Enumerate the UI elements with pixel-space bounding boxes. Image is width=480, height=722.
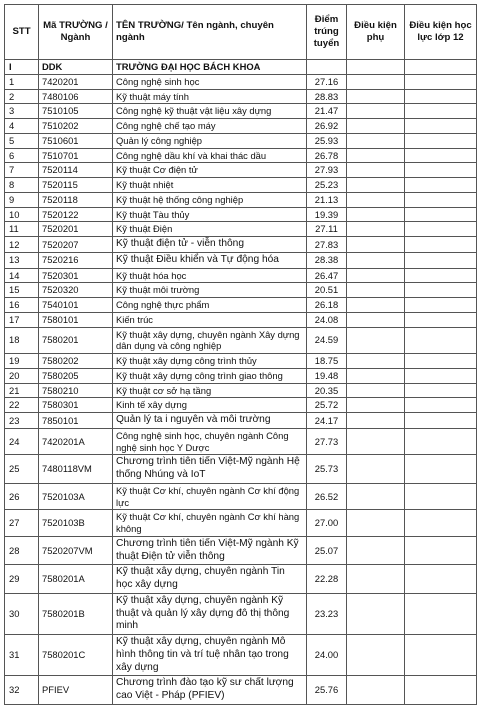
row-code: 7480106 bbox=[39, 89, 113, 104]
row-stt: 25 bbox=[5, 455, 39, 484]
table-row bbox=[5, 163, 477, 178]
row-grade-condition bbox=[405, 536, 477, 565]
table-row bbox=[5, 368, 477, 383]
row-stt: 18 bbox=[5, 327, 39, 354]
table-row bbox=[5, 327, 477, 354]
row-code: 7580101 bbox=[39, 312, 113, 327]
header-name: TÊN TRƯỜNG/ Tên ngành, chuyên ngành bbox=[113, 5, 307, 60]
row-code: 7580205 bbox=[39, 368, 113, 383]
row-stt: 15 bbox=[5, 283, 39, 298]
row-code: 7510701 bbox=[39, 148, 113, 163]
row-grade-condition bbox=[405, 89, 477, 104]
row-condition bbox=[347, 237, 405, 253]
row-stt: 24 bbox=[5, 428, 39, 455]
row-grade-condition bbox=[405, 483, 477, 510]
row-score: 26.78 bbox=[307, 148, 347, 163]
row-code: 7850101 bbox=[39, 413, 113, 429]
table-row bbox=[5, 252, 477, 268]
row-name: Kỹ thuật Điều khiển và Tự động hóa bbox=[113, 252, 307, 268]
row-score: 27.83 bbox=[307, 237, 347, 253]
row-stt: 30 bbox=[5, 593, 39, 634]
row-condition bbox=[347, 222, 405, 237]
row-condition bbox=[347, 483, 405, 510]
table-row bbox=[5, 148, 477, 163]
row-name: Kỹ thuật hóa học bbox=[113, 268, 307, 283]
row-condition bbox=[347, 455, 405, 484]
table-row bbox=[5, 119, 477, 134]
row-grade-condition bbox=[405, 148, 477, 163]
row-score: 26.52 bbox=[307, 483, 347, 510]
table-row bbox=[5, 133, 477, 148]
row-condition bbox=[347, 163, 405, 178]
table-row bbox=[5, 74, 477, 89]
row-grade-condition bbox=[405, 312, 477, 327]
row-name: Kỹ thuật xây dựng, chuyên ngành Tin học xây dựng bbox=[113, 565, 307, 594]
table-row bbox=[5, 283, 477, 298]
row-name: Công nghệ kỹ thuật vật liệu xây dựng bbox=[113, 104, 307, 119]
row-code: 7520103A bbox=[39, 483, 113, 510]
row-grade-condition bbox=[405, 237, 477, 253]
row-name: Kỹ thuật xây dựng, chuyên ngành Xây dựng dân dụng và công nghiệp bbox=[113, 327, 307, 354]
row-name: Quản lý ta i nguyên và môi trường bbox=[113, 413, 307, 429]
row-score: 19.48 bbox=[307, 368, 347, 383]
table-row bbox=[5, 89, 477, 104]
row-name: Kỹ thuật nhiệt bbox=[113, 178, 307, 193]
table-row bbox=[5, 207, 477, 222]
row-score: 27.16 bbox=[307, 74, 347, 89]
row-code: 7580201C bbox=[39, 635, 113, 676]
row-condition bbox=[347, 192, 405, 207]
row-code: 7480118VM bbox=[39, 455, 113, 484]
row-score: 21.13 bbox=[307, 192, 347, 207]
row-condition bbox=[347, 89, 405, 104]
row-condition bbox=[347, 635, 405, 676]
row-stt: 4 bbox=[5, 119, 39, 134]
row-grade-condition bbox=[405, 163, 477, 178]
row-name: Công nghệ thực phẩm bbox=[113, 298, 307, 313]
row-score: 27.11 bbox=[307, 222, 347, 237]
row-score: 28.38 bbox=[307, 252, 347, 268]
row-score: 27.93 bbox=[307, 163, 347, 178]
row-condition bbox=[347, 104, 405, 119]
row-condition bbox=[347, 354, 405, 369]
table-row bbox=[5, 536, 477, 565]
row-stt: 2 bbox=[5, 89, 39, 104]
header-stt: STT bbox=[5, 5, 39, 60]
row-grade-condition bbox=[405, 327, 477, 354]
row-grade-condition bbox=[405, 510, 477, 537]
section-row bbox=[5, 60, 477, 75]
row-stt: 1 bbox=[5, 74, 39, 89]
table-row bbox=[5, 104, 477, 119]
row-grade-condition bbox=[405, 133, 477, 148]
row-condition bbox=[347, 268, 405, 283]
row-grade-condition bbox=[405, 635, 477, 676]
row-code: PFIEV bbox=[39, 676, 113, 705]
table-row bbox=[5, 178, 477, 193]
row-code: 7580301 bbox=[39, 398, 113, 413]
row-condition bbox=[347, 398, 405, 413]
row-name: Kỹ thuật điện tử - viễn thông bbox=[113, 237, 307, 253]
table-row bbox=[5, 237, 477, 253]
header-row bbox=[5, 5, 477, 60]
row-score: 25.23 bbox=[307, 178, 347, 193]
row-name: Kỹ thuật xây dựng công trình giao thông bbox=[113, 368, 307, 383]
row-code: 7420201 bbox=[39, 74, 113, 89]
row-code: 7510601 bbox=[39, 133, 113, 148]
row-stt: 29 bbox=[5, 565, 39, 594]
header-code: Mã TRƯỜNG / Ngành bbox=[39, 5, 113, 60]
table-row bbox=[5, 312, 477, 327]
table-row bbox=[5, 298, 477, 313]
row-condition bbox=[347, 298, 405, 313]
row-name: Kỹ thuật xây dựng, chuyên ngành Kỹ thuật và quản lý xây dựng đô thị thông minh bbox=[113, 593, 307, 634]
row-name: Kỹ thuật Cơ khí, chuyên ngành Cơ khí hàng không bbox=[113, 510, 307, 537]
table-row bbox=[5, 354, 477, 369]
row-name: Chương trình đào tạo kỹ sư chất lượng cao Việt - Pháp (PFIEV) bbox=[113, 676, 307, 705]
row-stt: 26 bbox=[5, 483, 39, 510]
row-condition bbox=[347, 148, 405, 163]
row-score: 24.08 bbox=[307, 312, 347, 327]
row-score: 25.07 bbox=[307, 536, 347, 565]
row-condition bbox=[347, 413, 405, 429]
row-stt: 14 bbox=[5, 268, 39, 283]
row-score: 25.72 bbox=[307, 398, 347, 413]
section-name: TRƯỜNG ĐẠI HỌC BÁCH KHOA bbox=[113, 60, 307, 75]
row-condition bbox=[347, 283, 405, 298]
row-score: 20.35 bbox=[307, 383, 347, 398]
row-name: Quản lý công nghiệp bbox=[113, 133, 307, 148]
row-name: Kỹ thuật Cơ khí, chuyên ngành Cơ khí động lực bbox=[113, 483, 307, 510]
row-code: 7520114 bbox=[39, 163, 113, 178]
table-row bbox=[5, 635, 477, 676]
row-name: Kỹ thuật Tàu thủy bbox=[113, 207, 307, 222]
row-condition bbox=[347, 119, 405, 134]
table-row bbox=[5, 268, 477, 283]
row-name: Công nghệ sinh học bbox=[113, 74, 307, 89]
row-condition bbox=[347, 178, 405, 193]
table-row bbox=[5, 192, 477, 207]
row-stt: 13 bbox=[5, 252, 39, 268]
row-stt: 20 bbox=[5, 368, 39, 383]
row-grade-condition bbox=[405, 354, 477, 369]
row-score: 26.18 bbox=[307, 298, 347, 313]
table-row bbox=[5, 383, 477, 398]
row-grade-condition bbox=[405, 676, 477, 705]
row-code: 7520207 bbox=[39, 237, 113, 253]
row-name: Công nghệ dầu khí và khai thác dầu bbox=[113, 148, 307, 163]
row-grade-condition bbox=[405, 398, 477, 413]
row-score: 26.92 bbox=[307, 119, 347, 134]
row-name: Kỹ thuật hệ thống công nghiệp bbox=[113, 192, 307, 207]
row-grade-condition bbox=[405, 593, 477, 634]
row-stt: 17 bbox=[5, 312, 39, 327]
row-condition bbox=[347, 252, 405, 268]
row-name: Kỹ thuật xây dựng công trình thủy bbox=[113, 354, 307, 369]
row-score: 25.76 bbox=[307, 676, 347, 705]
row-grade-condition bbox=[405, 565, 477, 594]
row-stt: 23 bbox=[5, 413, 39, 429]
row-score: 27.73 bbox=[307, 428, 347, 455]
row-code: 7580201A bbox=[39, 565, 113, 594]
row-code: 7510202 bbox=[39, 119, 113, 134]
row-grade-condition bbox=[405, 283, 477, 298]
row-stt: 16 bbox=[5, 298, 39, 313]
row-code: 7520216 bbox=[39, 252, 113, 268]
row-stt: 5 bbox=[5, 133, 39, 148]
row-code: 7540101 bbox=[39, 298, 113, 313]
row-grade-condition bbox=[405, 222, 477, 237]
row-condition bbox=[347, 383, 405, 398]
row-name: Kỹ thuật Cơ điện tử bbox=[113, 163, 307, 178]
row-score: 22.28 bbox=[307, 565, 347, 594]
row-condition bbox=[347, 510, 405, 537]
row-code: 7420201A bbox=[39, 428, 113, 455]
row-stt: 11 bbox=[5, 222, 39, 237]
table-row bbox=[5, 565, 477, 594]
row-name: Kỹ thuật cơ sở hạ tầng bbox=[113, 383, 307, 398]
row-grade-condition bbox=[405, 192, 477, 207]
row-score: 18.75 bbox=[307, 354, 347, 369]
row-stt: 9 bbox=[5, 192, 39, 207]
section-code: DDK bbox=[39, 60, 113, 75]
row-stt: 3 bbox=[5, 104, 39, 119]
row-score: 28.83 bbox=[307, 89, 347, 104]
row-name: Kiến trúc bbox=[113, 312, 307, 327]
row-grade-condition bbox=[405, 298, 477, 313]
row-score: 24.00 bbox=[307, 635, 347, 676]
table-row bbox=[5, 222, 477, 237]
row-grade-condition bbox=[405, 207, 477, 222]
row-grade-condition bbox=[405, 413, 477, 429]
row-condition bbox=[347, 368, 405, 383]
row-grade-condition bbox=[405, 119, 477, 134]
header-score: Điểm trúng tuyển bbox=[307, 5, 347, 60]
row-name: Kỹ thuật môi trường bbox=[113, 283, 307, 298]
row-score: 20.51 bbox=[307, 283, 347, 298]
table-row bbox=[5, 455, 477, 484]
row-condition bbox=[347, 536, 405, 565]
row-code: 7520320 bbox=[39, 283, 113, 298]
table-row bbox=[5, 593, 477, 634]
row-grade-condition bbox=[405, 455, 477, 484]
row-stt: 7 bbox=[5, 163, 39, 178]
section-stt: I bbox=[5, 60, 39, 75]
row-stt: 21 bbox=[5, 383, 39, 398]
row-grade-condition bbox=[405, 383, 477, 398]
row-stt: 10 bbox=[5, 207, 39, 222]
row-name: Chương trình tiên tiến Việt-Mỹ ngành Hệ thống Nhúng và IoT bbox=[113, 455, 307, 484]
row-name: Công nghệ sinh học, chuyên ngành Công nghệ sinh học Y Dược bbox=[113, 428, 307, 455]
row-condition bbox=[347, 593, 405, 634]
table-row bbox=[5, 510, 477, 537]
row-condition bbox=[347, 133, 405, 148]
row-score: 26.47 bbox=[307, 268, 347, 283]
row-grade-condition bbox=[405, 368, 477, 383]
row-stt: 12 bbox=[5, 237, 39, 253]
row-code: 7580201B bbox=[39, 593, 113, 634]
row-code: 7520301 bbox=[39, 268, 113, 283]
row-stt: 27 bbox=[5, 510, 39, 537]
row-condition bbox=[347, 676, 405, 705]
row-code: 7520201 bbox=[39, 222, 113, 237]
row-grade-condition bbox=[405, 74, 477, 89]
row-score: 25.93 bbox=[307, 133, 347, 148]
row-grade-condition bbox=[405, 252, 477, 268]
row-code: 7520207VM bbox=[39, 536, 113, 565]
row-stt: 22 bbox=[5, 398, 39, 413]
row-condition bbox=[347, 428, 405, 455]
row-name: Chương trình tiên tiến Việt-Mỹ ngành Kỹ thuật Điện tử viễn thông bbox=[113, 536, 307, 565]
row-code: 7580202 bbox=[39, 354, 113, 369]
row-score: 25.73 bbox=[307, 455, 347, 484]
table-row bbox=[5, 676, 477, 705]
row-condition bbox=[347, 74, 405, 89]
row-name: Công nghệ chế tạo máy bbox=[113, 119, 307, 134]
row-code: 7520118 bbox=[39, 192, 113, 207]
row-name: Kinh tế xây dựng bbox=[113, 398, 307, 413]
row-code: 7520122 bbox=[39, 207, 113, 222]
row-name: Kỹ thuật xây dựng, chuyên ngành Mô hình thông tin và trí tuệ nhân tạo trong xây dựng bbox=[113, 635, 307, 676]
row-grade-condition bbox=[405, 268, 477, 283]
row-stt: 31 bbox=[5, 635, 39, 676]
row-condition bbox=[347, 207, 405, 222]
header-condition: Điều kiện phụ bbox=[347, 5, 405, 60]
row-score: 27.00 bbox=[307, 510, 347, 537]
row-grade-condition bbox=[405, 104, 477, 119]
row-grade-condition bbox=[405, 178, 477, 193]
admission-score-table bbox=[4, 4, 477, 705]
table-row bbox=[5, 413, 477, 429]
table-row bbox=[5, 428, 477, 455]
row-stt: 32 bbox=[5, 676, 39, 705]
row-code: 7520115 bbox=[39, 178, 113, 193]
row-stt: 28 bbox=[5, 536, 39, 565]
row-name: Kỹ thuật máy tính bbox=[113, 89, 307, 104]
row-score: 23.23 bbox=[307, 593, 347, 634]
row-score: 21.47 bbox=[307, 104, 347, 119]
row-stt: 6 bbox=[5, 148, 39, 163]
row-condition bbox=[347, 327, 405, 354]
row-name: Kỹ thuật Điện bbox=[113, 222, 307, 237]
row-stt: 8 bbox=[5, 178, 39, 193]
row-code: 7580201 bbox=[39, 327, 113, 354]
row-condition bbox=[347, 312, 405, 327]
row-code: 7510105 bbox=[39, 104, 113, 119]
table-row bbox=[5, 398, 477, 413]
row-stt: 19 bbox=[5, 354, 39, 369]
row-score: 24.59 bbox=[307, 327, 347, 354]
row-score: 19.39 bbox=[307, 207, 347, 222]
table-row bbox=[5, 483, 477, 510]
header-grade-condition: Điều kiện học lực lớp 12 bbox=[405, 5, 477, 60]
row-score: 24.17 bbox=[307, 413, 347, 429]
row-code: 7580210 bbox=[39, 383, 113, 398]
row-code: 7520103B bbox=[39, 510, 113, 537]
row-condition bbox=[347, 565, 405, 594]
row-grade-condition bbox=[405, 428, 477, 455]
